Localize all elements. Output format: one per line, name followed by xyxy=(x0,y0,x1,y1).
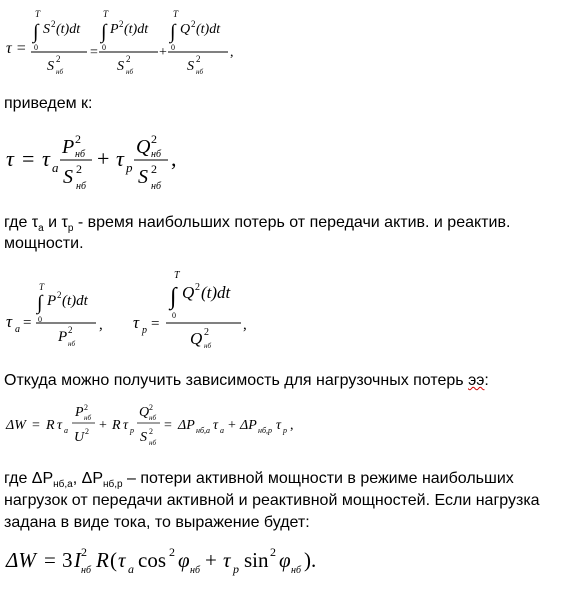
svg-text:2: 2 xyxy=(149,403,153,412)
svg-text:Q: Q xyxy=(180,22,191,37)
svg-text:0: 0 xyxy=(38,315,42,324)
text-reduce: приведем к: xyxy=(4,95,93,112)
svg-text:нб: нб xyxy=(149,414,156,422)
svg-text:нб,а: нб,а xyxy=(196,426,210,435)
text-where-tau-a: где τ xyxy=(4,214,39,231)
svg-text:нб: нб xyxy=(56,68,63,76)
svg-text:нб: нб xyxy=(151,149,161,160)
svg-text:ΔW: ΔW xyxy=(6,418,26,433)
svg-text:нб: нб xyxy=(75,149,85,160)
svg-text:=: = xyxy=(164,418,172,433)
svg-text:S: S xyxy=(138,166,148,188)
svg-text:R: R xyxy=(112,418,121,433)
svg-text:=: = xyxy=(22,146,35,171)
svg-text:τ: τ xyxy=(213,418,219,433)
svg-text:∫: ∫ xyxy=(33,21,39,43)
svg-text:р: р xyxy=(233,562,239,576)
svg-text:(t)dt: (t)dt xyxy=(62,293,88,309)
sub-nba: нб,а xyxy=(53,479,73,491)
sub-nbp: нб,р xyxy=(103,479,123,491)
text-where-dp-c: – потери активной мощности в режиме наибольших xyxy=(127,470,514,487)
svg-text:нб: нб xyxy=(190,565,200,576)
svg-text:0: 0 xyxy=(171,43,175,52)
svg-text:0: 0 xyxy=(34,43,38,52)
svg-text:,: , xyxy=(290,418,294,433)
svg-text:S: S xyxy=(117,59,124,74)
svg-text:нб: нб xyxy=(149,439,156,447)
svg-text:+: + xyxy=(99,418,107,433)
svg-text:нб: нб xyxy=(196,68,203,76)
svg-text:cos: cos xyxy=(138,548,166,572)
svg-text:U: U xyxy=(74,430,85,445)
sub-a: а xyxy=(38,223,44,235)
svg-text:р: р xyxy=(283,426,287,435)
svg-text:,: , xyxy=(99,317,103,333)
svg-text:2: 2 xyxy=(76,162,82,176)
svg-text:2: 2 xyxy=(56,54,61,64)
svg-text:=: = xyxy=(44,548,56,572)
svg-text:3: 3 xyxy=(62,548,73,572)
svg-text:Q: Q xyxy=(139,405,150,420)
svg-text:).: ). xyxy=(304,548,317,572)
svg-text:нб: нб xyxy=(126,68,133,76)
svg-text:(t)dt: (t)dt xyxy=(196,22,221,37)
svg-text:P: P xyxy=(75,405,84,420)
svg-text:ΔP: ΔP xyxy=(240,418,257,433)
text-where-tau-c: - время наибольших потерь от передачи актив. и реактив. xyxy=(77,214,511,231)
svg-text:нб: нб xyxy=(151,181,161,192)
svg-text:T: T xyxy=(103,9,109,19)
svg-text:2: 2 xyxy=(196,54,201,64)
svg-text:Q: Q xyxy=(190,329,203,348)
svg-text:нб: нб xyxy=(68,340,75,348)
svg-text:а: а xyxy=(220,426,224,435)
svg-text:нб,р: нб,р xyxy=(258,426,272,435)
svg-text:R: R xyxy=(96,548,109,572)
svg-text:(: ( xyxy=(110,548,117,572)
svg-text:τ: τ xyxy=(116,146,124,171)
svg-text:φ: φ xyxy=(178,548,190,572)
svg-text:р: р xyxy=(130,426,134,435)
svg-text:а: а xyxy=(128,562,134,576)
text-loads: нагрузок от передачи активной и реактивной мощностей. Если нагрузка xyxy=(4,492,540,509)
svg-text:(t)dt: (t)dt xyxy=(201,283,231,302)
svg-text:S: S xyxy=(187,59,194,74)
text-where-tau-b: и τ xyxy=(48,214,68,231)
svg-text:+: + xyxy=(159,45,167,60)
svg-text:T: T xyxy=(174,270,180,281)
svg-text:а: а xyxy=(64,426,68,435)
svg-text:=: = xyxy=(32,418,40,433)
svg-text:S: S xyxy=(140,430,147,445)
svg-text:ΔW: ΔW xyxy=(6,548,36,572)
svg-text:τ: τ xyxy=(223,548,231,572)
svg-text:=: = xyxy=(23,315,32,331)
svg-text:+: + xyxy=(205,548,217,572)
text-whence-colon: : xyxy=(484,372,489,389)
svg-text:φ: φ xyxy=(279,548,291,572)
svg-text:τ =: τ = xyxy=(6,40,27,57)
svg-text:∫: ∫ xyxy=(170,284,177,310)
svg-text:2: 2 xyxy=(191,19,196,29)
svg-text:2: 2 xyxy=(85,427,89,436)
svg-text:+: + xyxy=(228,418,236,433)
svg-text:Q: Q xyxy=(182,283,195,302)
svg-text:τ: τ xyxy=(118,548,126,572)
svg-text:(t)dt: (t)dt xyxy=(56,22,81,37)
svg-text:2: 2 xyxy=(151,162,157,176)
svg-text:а: а xyxy=(15,324,20,335)
svg-text:2: 2 xyxy=(270,545,276,559)
svg-text:∫: ∫ xyxy=(170,21,176,43)
svg-text:P: P xyxy=(62,136,75,158)
sub-p: р xyxy=(67,223,74,235)
svg-text:2: 2 xyxy=(169,545,175,559)
svg-text:T: T xyxy=(173,9,179,19)
text-where-dp-a: где ΔP xyxy=(4,470,54,487)
svg-text:2: 2 xyxy=(84,403,88,412)
svg-text:0: 0 xyxy=(172,311,176,320)
svg-text:ΔP: ΔP xyxy=(178,418,195,433)
svg-text:=: = xyxy=(90,45,98,60)
svg-text:2: 2 xyxy=(195,282,200,293)
text-whence-main: Откуда можно получить зависимость для нагрузочных потерь xyxy=(4,372,469,389)
svg-text:2: 2 xyxy=(204,327,209,338)
svg-text:а: а xyxy=(52,160,59,175)
svg-text:,: , xyxy=(171,146,177,171)
svg-text:Q: Q xyxy=(136,136,151,158)
svg-text:τ: τ xyxy=(123,418,129,433)
svg-text:р: р xyxy=(142,325,147,336)
svg-text:,: , xyxy=(230,45,234,60)
svg-text:=: = xyxy=(151,316,160,332)
svg-text:2: 2 xyxy=(68,325,73,335)
svg-text:2: 2 xyxy=(151,132,157,146)
svg-text:нб: нб xyxy=(84,414,91,422)
svg-text:P: P xyxy=(110,22,119,37)
svg-text:2: 2 xyxy=(126,54,131,64)
svg-text:S: S xyxy=(43,22,50,37)
svg-text:P: P xyxy=(58,329,68,345)
text-power: мощности. xyxy=(4,235,84,252)
svg-text:sin: sin xyxy=(244,548,269,572)
svg-text:р: р xyxy=(126,160,133,175)
text-current: задана в виде тока, то выражение будет: xyxy=(4,514,310,531)
svg-text:P: P xyxy=(47,293,57,309)
svg-text:τ: τ xyxy=(6,146,14,171)
svg-text:T: T xyxy=(39,282,45,292)
svg-text:R: R xyxy=(46,418,55,433)
svg-text:τ: τ xyxy=(42,146,50,171)
svg-text:τ: τ xyxy=(6,312,13,331)
svg-text:2: 2 xyxy=(57,290,62,300)
svg-text:2: 2 xyxy=(81,545,87,559)
svg-text:2: 2 xyxy=(75,132,81,146)
svg-text:нб: нб xyxy=(291,565,301,576)
svg-text:0: 0 xyxy=(102,43,106,52)
svg-text:τ: τ xyxy=(276,418,282,433)
svg-text:нб: нб xyxy=(76,181,86,192)
svg-text:2: 2 xyxy=(51,19,56,29)
svg-text:T: T xyxy=(35,9,41,19)
svg-text:∫: ∫ xyxy=(37,292,43,314)
svg-text:(t)dt: (t)dt xyxy=(124,22,149,37)
svg-text:S: S xyxy=(47,59,54,74)
svg-text:,: , xyxy=(243,317,247,333)
svg-text:нб: нб xyxy=(204,342,211,350)
svg-text:τ: τ xyxy=(57,418,63,433)
svg-text:2: 2 xyxy=(149,427,153,436)
svg-text:нб: нб xyxy=(81,565,91,576)
text-where-dp-b: , ΔP xyxy=(72,470,103,487)
svg-text:2: 2 xyxy=(119,19,124,29)
text-whence-ee: ээ xyxy=(468,372,485,389)
svg-text:τ: τ xyxy=(133,313,140,332)
svg-text:+: + xyxy=(97,146,110,171)
svg-text:I: I xyxy=(74,548,81,572)
svg-text:S: S xyxy=(63,166,73,188)
svg-text:∫: ∫ xyxy=(101,21,107,43)
